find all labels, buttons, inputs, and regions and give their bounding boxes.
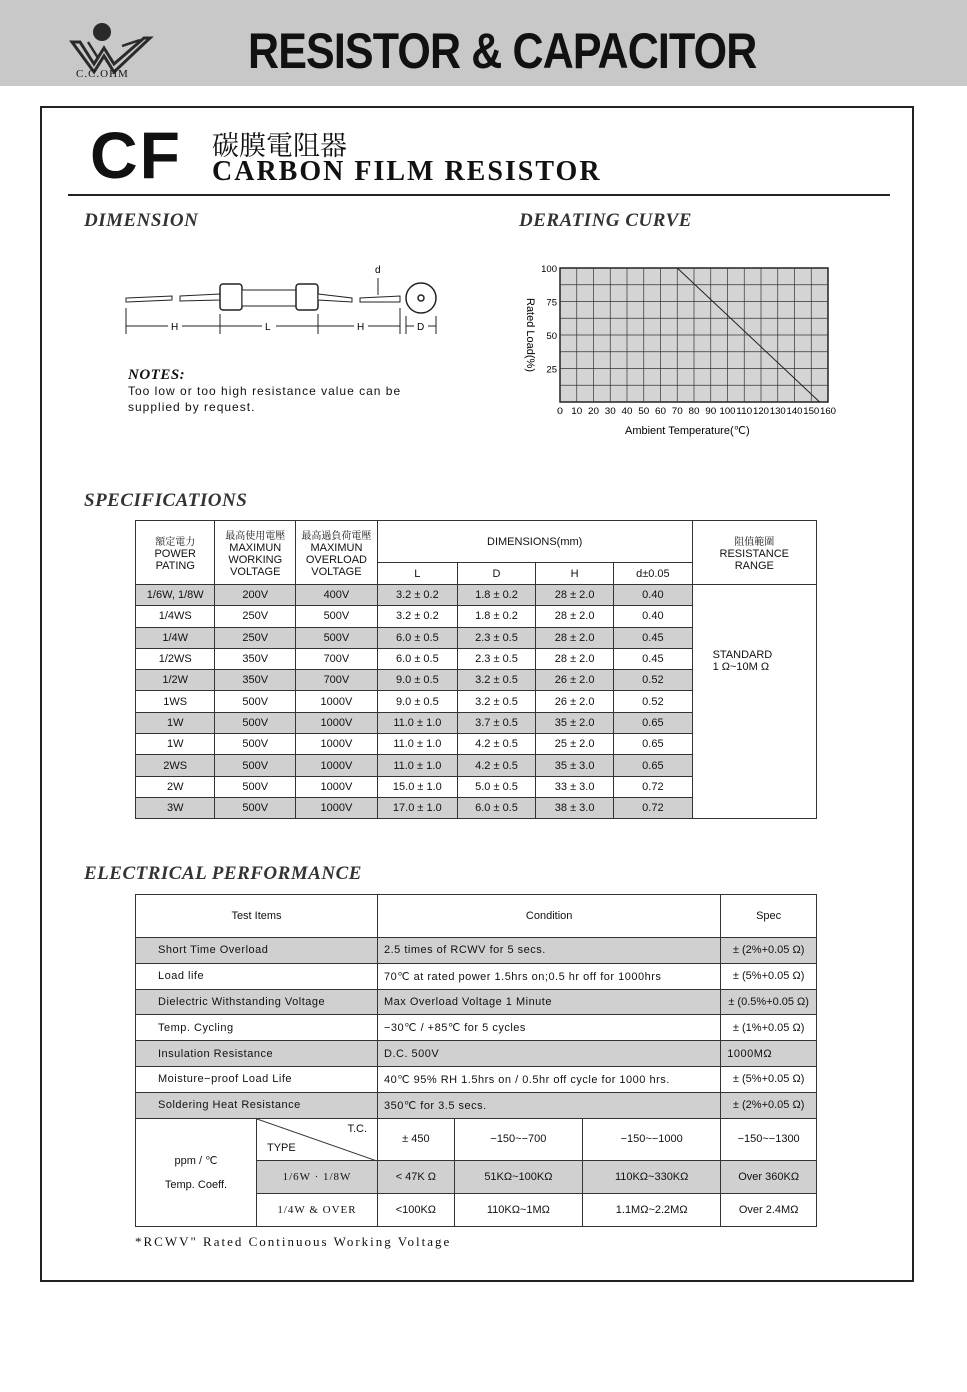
test-spec: ± (1%+0.05 Ω) — [721, 1015, 817, 1041]
test-item: Dielectric Withstanding Voltage — [136, 989, 378, 1015]
x-tick-label: 70 — [671, 406, 683, 417]
table-row — [136, 1066, 817, 1092]
x-tick-label: 160 — [820, 406, 836, 417]
product-name-en: CARBON FILM RESISTOR — [212, 156, 602, 187]
table-cell: 1000V — [296, 691, 378, 712]
table-cell: 400V — [296, 585, 378, 606]
spec-header-overload-voltage: 最高過負荷電壓 MAXIMUN OVERLOAD VOLTAGE — [296, 521, 378, 585]
dim-label-d: d — [375, 265, 381, 276]
table-row — [136, 963, 817, 989]
resistor-dimension-drawing — [120, 260, 450, 340]
table-cell: 500V — [215, 691, 296, 712]
y-tick-label: 50 — [546, 331, 557, 342]
table-cell: 0.72 — [614, 797, 692, 818]
spec-header-range: 阻值範圍 RESISTANCE RANGE — [692, 521, 816, 585]
table-cell: 11.0 ± 1.0 — [377, 755, 457, 776]
x-tick-label: 120 — [753, 406, 769, 417]
table-cell: 1W — [136, 712, 215, 733]
x-tick-label: 130 — [769, 406, 786, 417]
x-tick-label: 60 — [655, 406, 666, 417]
table-cell: 0.65 — [614, 712, 692, 733]
x-tick-label: 110 — [736, 406, 753, 417]
test-item: Load life — [136, 963, 378, 989]
y-tick-label: 100 — [541, 264, 557, 275]
table-cell: 3.2 ± 0.5 — [457, 691, 535, 712]
spec-header-dimensions: DIMENSIONS(mm) — [377, 521, 692, 563]
table-cell: 500V — [296, 627, 378, 648]
dim-label-h2: H — [357, 322, 365, 333]
tc-range-value: <100KΩ — [378, 1193, 455, 1226]
derating-curve-chart — [520, 258, 850, 448]
test-spec: ± (0.5%+0.05 Ω) — [721, 989, 817, 1015]
table-cell: 1W — [136, 734, 215, 755]
table-row — [136, 1015, 817, 1041]
tc-range-value: Over 360KΩ — [721, 1160, 817, 1193]
test-spec: ± (5%+0.05 Ω) — [721, 1066, 817, 1092]
table-row — [136, 585, 817, 606]
x-tick-label: 140 — [786, 406, 803, 417]
table-cell: 500V — [296, 606, 378, 627]
tc-type: 1/6W · 1/8W — [257, 1160, 378, 1193]
table-cell: 3.2 ± 0.2 — [377, 585, 457, 606]
table-cell: 500V — [215, 776, 296, 797]
table-cell: 500V — [215, 797, 296, 818]
table-cell: 5.0 ± 0.5 — [457, 776, 535, 797]
x-tick-label: 10 — [571, 406, 583, 417]
title-divider — [68, 194, 890, 196]
chart-xlabel: Ambient Temperature(℃) — [625, 425, 750, 437]
tc-header-row — [136, 1118, 817, 1160]
tc-range-value: 1.1MΩ~2.2MΩ — [583, 1193, 721, 1226]
table-cell: 0.40 — [614, 606, 692, 627]
footnote: *RCWV" Rated Continuous Working Voltage — [135, 1234, 452, 1249]
table-cell: 11.0 ± 1.0 — [377, 712, 457, 733]
electrical-performance-table — [135, 894, 817, 1227]
table-cell: 1000V — [296, 776, 378, 797]
table-cell: 15.0 ± 1.0 — [377, 776, 457, 797]
tc-range-value: Over 2.4MΩ — [721, 1193, 817, 1226]
test-item: Short Time Overload — [136, 938, 378, 964]
table-cell: 1000V — [296, 734, 378, 755]
tc-unit: ppm / ℃ — [174, 1154, 218, 1167]
test-condition: Max Overload Voltage 1 Minute — [378, 989, 721, 1015]
table-cell: 1/6W, 1/8W — [136, 585, 215, 606]
test-spec: ± (5%+0.05 Ω) — [721, 963, 817, 989]
table-cell: 1000V — [296, 712, 378, 733]
tc-range-value: 51KΩ~100KΩ — [454, 1160, 582, 1193]
table-cell: 9.0 ± 0.5 — [377, 691, 457, 712]
table-cell: 0.45 — [614, 648, 692, 669]
table-cell: 700V — [296, 648, 378, 669]
spec-header-l: L — [377, 563, 457, 585]
product-name-cn: 碳膜電阻器 — [212, 131, 347, 162]
table-cell: 33 ± 3.0 — [536, 776, 614, 797]
product-code: CF — [90, 118, 182, 192]
elec-header-spec: Spec — [721, 895, 817, 938]
section-derating-title: DERATING CURVE — [519, 210, 692, 231]
x-tick-label: 20 — [588, 406, 599, 417]
table-cell: 0.45 — [614, 627, 692, 648]
table-cell: 3.2 ± 0.5 — [457, 670, 535, 691]
table-cell: 2WS — [136, 755, 215, 776]
elec-header-condition: Condition — [378, 895, 721, 938]
tc-type: 1/4W & OVER — [257, 1193, 378, 1226]
notes — [128, 367, 401, 415]
table-cell: 28 ± 2.0 — [536, 606, 614, 627]
test-item: Soldering Heat Resistance — [136, 1092, 378, 1118]
table-cell: 1.8 ± 0.2 — [457, 606, 535, 627]
table-cell: 1/2WS — [136, 648, 215, 669]
section-electrical-title: ELECTRICAL PERFORMANCE — [84, 863, 362, 884]
range-value-cell — [692, 585, 816, 819]
table-cell: 3.7 ± 0.5 — [457, 712, 535, 733]
table-cell: 0.72 — [614, 776, 692, 797]
table-cell: 4.2 ± 0.5 — [457, 755, 535, 776]
x-tick-label: 0 — [557, 406, 563, 417]
tc-value: ± 450 — [378, 1118, 455, 1160]
table-cell: 26 ± 2.0 — [536, 691, 614, 712]
table-cell: 26 ± 2.0 — [536, 670, 614, 691]
tc-value: −150~−1300 — [721, 1118, 817, 1160]
table-cell: 1/4W — [136, 627, 215, 648]
table-cell: 350V — [215, 648, 296, 669]
table-cell: 350V — [215, 670, 296, 691]
table-cell: 3.2 ± 0.2 — [377, 606, 457, 627]
table-cell: 0.65 — [614, 734, 692, 755]
test-spec: ± (2%+0.05 Ω) — [721, 938, 817, 964]
tc-corner-label: T.C. — [347, 1122, 367, 1135]
spec-header-d: D — [457, 563, 535, 585]
y-tick-label: 25 — [546, 364, 557, 376]
table-cell: 4.2 ± 0.5 — [457, 734, 535, 755]
table-cell: 17.0 ± 1.0 — [377, 797, 457, 818]
table-cell: 500V — [215, 734, 296, 755]
table-cell: 500V — [215, 755, 296, 776]
test-item: Insulation Resistance — [136, 1041, 378, 1067]
tc-value: −150~−1000 — [583, 1118, 721, 1160]
table-cell: 2.3 ± 0.5 — [457, 627, 535, 648]
table-cell: 200V — [215, 585, 296, 606]
tc-value: −150~−700 — [454, 1118, 582, 1160]
notes-title: NOTES: — [128, 367, 186, 383]
test-condition: 70℃ at rated power 1.5hrs on;0.5 hr off for 1000hrs — [378, 963, 721, 989]
table-cell: 1/2W — [136, 670, 215, 691]
y-tick-label: 75 — [546, 297, 557, 309]
table-cell: 0.65 — [614, 755, 692, 776]
table-cell: 35 ± 2.0 — [536, 712, 614, 733]
range-values: 1 Ω~10M Ω — [712, 661, 770, 673]
table-cell: 35 ± 3.0 — [536, 755, 614, 776]
table-cell: 28 ± 2.0 — [536, 585, 614, 606]
test-condition: 2.5 times of RCWV for 5 secs. — [378, 938, 721, 964]
tc-range-value: 110KΩ~1MΩ — [454, 1193, 582, 1226]
temp-coeff-label — [136, 1118, 257, 1226]
table-cell: 28 ± 2.0 — [536, 648, 614, 669]
table-cell: 1000V — [296, 797, 378, 818]
table-cell: 1000V — [296, 755, 378, 776]
tc-range-value: < 47K Ω — [378, 1160, 455, 1193]
tc-range-value: 110KΩ~330KΩ — [583, 1160, 721, 1193]
table-cell: 500V — [215, 712, 296, 733]
chart-ylabel: Rated Load(%) — [524, 298, 536, 372]
table-cell: 250V — [215, 606, 296, 627]
section-specifications-title: SPECIFICATIONS — [84, 490, 248, 511]
logo-text: C.C.OHM — [76, 68, 129, 80]
table-cell: 28 ± 2.0 — [536, 627, 614, 648]
test-spec: ± (2%+0.05 Ω) — [721, 1092, 817, 1118]
test-condition: −30℃ / +85℃ for 5 cycles — [378, 1015, 721, 1041]
table-cell: 3W — [136, 797, 215, 818]
table-cell: 2W — [136, 776, 215, 797]
test-spec: 1000MΩ — [721, 1041, 817, 1067]
table-cell: 25 ± 2.0 — [536, 734, 614, 755]
x-tick-label: 90 — [705, 406, 717, 417]
specifications-table — [135, 520, 817, 819]
table-cell: 6.0 ± 0.5 — [457, 797, 535, 818]
range-standard: STANDARD — [712, 649, 773, 661]
table-cell: 1WS — [136, 691, 215, 712]
test-item: Moisture−proof Load Life — [136, 1066, 378, 1092]
table-cell: 11.0 ± 1.0 — [377, 734, 457, 755]
elec-header-item: Test Items — [136, 895, 378, 938]
tc-type-corner — [257, 1118, 378, 1160]
table-cell: 6.0 ± 0.5 — [377, 648, 457, 669]
x-tick-label: 80 — [688, 406, 700, 417]
table-row — [136, 1092, 817, 1118]
test-item: Temp. Cycling — [136, 1015, 378, 1041]
dim-label-h1: H — [171, 322, 179, 333]
page-title: RESISTOR & CAPACITOR — [248, 23, 757, 79]
table-row — [136, 989, 817, 1015]
spec-header-power: 額定電力 POWER PATING — [136, 521, 215, 585]
table-cell: 250V — [215, 627, 296, 648]
spec-header-working-voltage: 最高使用電壓 MAXIMUN WORKING VOLTAGE — [215, 521, 296, 585]
table-cell: 6.0 ± 0.5 — [377, 627, 457, 648]
table-cell: 0.52 — [614, 670, 692, 691]
table-cell: 38 ± 3.0 — [536, 797, 614, 818]
tc-name: Temp. Coeff. — [164, 1178, 228, 1191]
x-tick-label: 30 — [604, 406, 616, 417]
x-tick-label: 150 — [803, 406, 820, 417]
table-cell: 1.8 ± 0.2 — [457, 585, 535, 606]
notes-line-2: supplied by request. — [128, 400, 256, 414]
test-condition: D.C. 500V — [378, 1041, 721, 1067]
dim-label-dd: D — [417, 322, 425, 333]
x-tick-label: 40 — [621, 406, 633, 417]
type-corner-label: TYPE — [267, 1141, 296, 1154]
table-cell: 1/4WS — [136, 606, 215, 627]
table-row — [136, 938, 817, 964]
table-cell: 9.0 ± 0.5 — [377, 670, 457, 691]
section-dimension-title: DIMENSION — [84, 210, 199, 231]
dim-label-l: L — [265, 322, 271, 333]
table-cell: 2.3 ± 0.5 — [457, 648, 535, 669]
test-condition: 40℃ 95% RH 1.5hrs on / 0.5hr off cycle for 1000 hrs. — [378, 1066, 721, 1092]
spec-header-lead-d: d±0.05 — [614, 563, 692, 585]
table-row — [136, 1041, 817, 1067]
x-tick-label: 100 — [719, 406, 736, 417]
test-condition: 350℃ for 3.5 secs. — [378, 1092, 721, 1118]
table-cell: 0.40 — [614, 585, 692, 606]
spec-header-h: H — [536, 563, 614, 585]
table-cell: 700V — [296, 670, 378, 691]
x-tick-label: 50 — [638, 406, 650, 417]
notes-line-1: Too low or too high resistance value can be — [128, 384, 402, 398]
table-cell: 0.52 — [614, 691, 692, 712]
